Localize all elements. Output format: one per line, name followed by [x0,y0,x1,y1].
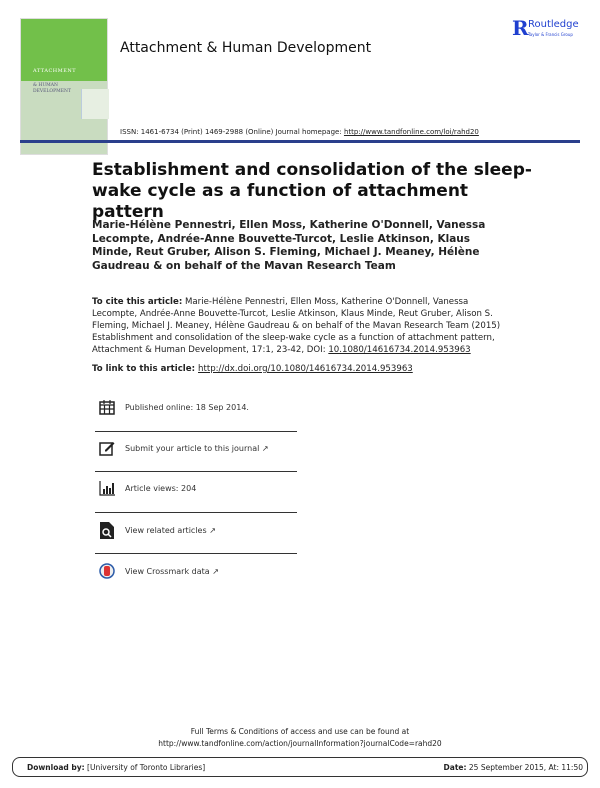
related-articles-link[interactable]: View related articles ↗ [98,519,298,541]
external-link-icon: ↗ [209,525,216,535]
download-info-box: Download by: [University of Toronto Libraries] Date: 25 September 2015, At: 11:50 [12,757,588,777]
download-date-value: 25 September 2015, At: 11:50 [466,763,583,772]
divider [95,431,297,432]
crossmark-link[interactable]: View Crossmark data ↗ [98,560,298,582]
bar-chart-icon [98,479,116,497]
terms-url: http://www.tandfonline.com/action/journalInformation?journalCode=rahd20 [158,739,442,748]
divider [95,553,297,554]
divider [95,512,297,513]
cover-subtitle-2: DEVELOPMENT [33,89,71,94]
article-link-line: To link to this article: http://dx.doi.org/10.1080/14616734.2014.953963 [92,364,413,374]
issn-line: ISSN: 1461-6734 (Print) 1469-2988 (Online) Journal homepage: http://www.tandfonline.com/loi/rahd20 [120,128,479,136]
external-link-icon: ↗ [261,443,269,453]
cover-title: ATTACHMENT [33,68,77,74]
journal-cover-image [20,18,108,155]
terms-notice: Full Terms & Conditions of access and use can be found at http://www.tandfonline.com/action/journalInformation?journalCode=rahd20 [0,726,600,750]
submit-article-link[interactable]: Submit your article to this journal ↗ [98,437,298,459]
header-divider [20,140,580,143]
article-authors: Marie-Hélène Pennestri, Ellen Moss, Katherine O'Donnell, Vanessa Lecompte, Andrée-Anne Bouvette-Turcot, Leslie Atkinson, Klaus Minde, Reut Gruber, Alison S. Fleming, Michael J. Meaney, Hélène Gaudreau & on behalf of the Mavan Research Team [92,219,486,272]
journal-homepage-link[interactable]: http://www.tandfonline.com/loi/rahd20 [343,128,479,136]
article-title: Establishment and consolidation of the sleep-wake cycle as a function of attachment pattern [92,160,532,222]
citation-block: To cite this article: Marie-Hélène Pennestri, Ellen Moss, Katherine O'Donnell, Vanessa Lecompte, Andrée-Anne Bouvette-Turcot, Leslie Atkinson, Klaus Minde, Reut Gruber, Alison S. Fleming, Michael J. Meaney, Hélène Gaudreau & on behalf of the Mavan Research Team (2015) Establishment and consolidation of the sleep-wake cycle as a function of attachment pattern, Attachment & Human Development, 17:1, 23-42, DOI: 10.1080/14616734.2014.953963 [92,297,501,355]
article-views-item: Article views: 204 [98,477,298,499]
divider [95,471,297,472]
journal-title: Attachment & Human Development [120,40,372,56]
cover-subtitle: & HUMAN [33,83,58,88]
external-link-icon: ↗ [212,566,219,576]
article-doi-url-link[interactable]: http://dx.doi.org/10.1080/14616734.2014.953963 [198,364,413,374]
document-search-icon [98,521,116,539]
crossmark-icon [98,562,116,580]
published-online-item: Published online: 18 Sep 2014. [98,396,298,418]
edit-icon [98,439,116,457]
calendar-icon [98,398,116,416]
publisher-logo: R Routledge Taylor & Francis Group [512,16,579,40]
doi-link[interactable]: 10.1080/14616734.2014.953963 [328,345,471,355]
download-by-value: [University of Toronto Libraries] [84,763,206,772]
